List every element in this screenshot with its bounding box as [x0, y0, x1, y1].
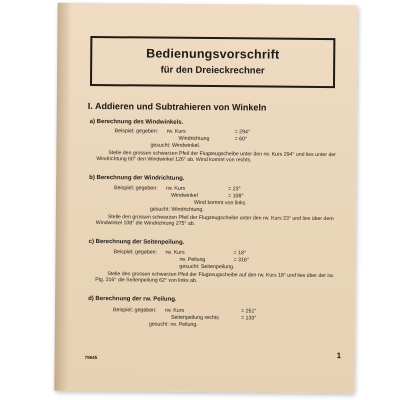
example-label-b: Beispiel; gegeben: [114, 185, 158, 192]
given-name-b1: rw. Kurs [166, 185, 186, 192]
given-value-c2: = 316° [233, 257, 250, 264]
document-title: Bedienungsvorschrift [146, 46, 280, 62]
given-name-c1: rw. Kurs [165, 249, 185, 256]
given-value-a1: = 294° [234, 129, 251, 136]
wind-note-b: Wind kommt von links [193, 199, 246, 207]
given-name-a1: rw. Kurs [166, 128, 186, 135]
title-box [90, 36, 335, 88]
given-name-d1: rw. Kurs [164, 307, 185, 314]
sought-d: gesucht: rw. Peilung. [148, 321, 198, 328]
subsection-heading-a: a) Berechnung des Windwinkels. [89, 118, 184, 126]
given-value-b2: = 108° [227, 193, 244, 200]
given-value-b1: = 23° [228, 186, 241, 193]
sought-b: gesucht: Windrichtung. [149, 206, 204, 213]
document-subtitle: für den Dreieckrechner [160, 64, 265, 77]
instruction-text-c: Stelle den grossen schwarzen Pfeil der Flugzeugscheibe auf den rw. Kurs 18° und lies über der rw. Plg. 316° die Seitenpeilung 62° von links ab. [95, 271, 335, 285]
subsection-heading-b: b) Berechnung der Windrichtung. [89, 174, 185, 182]
subsection-heading-c: c) Berechnung der Seitenpeilung. [88, 238, 185, 246]
given-value-a2: = 60° [234, 136, 248, 143]
section-heading: I. Addieren und Subtrahieren von Winkeln [87, 100, 267, 113]
instruction-text-b: Stelle den grossen schwarzen Pfeil der Flugzeugscheibe unter den rw. Kurs 23° und lies über dem Windwinkel 108° die Windrichtung 275° ab. [95, 214, 334, 228]
given-name-a2: Windrichtung [178, 135, 210, 143]
given-name-b2: Windwinkel [170, 192, 198, 199]
sought-a: gesucht: Windwinkel. [150, 142, 201, 149]
given-name-c2: rw. Peilung [179, 256, 206, 263]
given-name-d2: Seitenpeilung rechts [170, 314, 219, 322]
example-label-a: Beispiel; gegeben: [114, 128, 159, 135]
example-label-c: Beispiel; gegeben: [113, 249, 158, 256]
page-number: 1 [336, 351, 342, 361]
print-code: 79645 [84, 354, 98, 361]
sought-c: gesucht: Seitenpeilung. [179, 263, 235, 271]
example-label-d: Beispiel; gegeben: [112, 307, 157, 314]
page-fold-shadow [54, 3, 71, 391]
given-value-d1: = 251° [240, 308, 257, 315]
subsection-heading-d: d) Berechnung der rw. Peilung. [88, 295, 177, 303]
given-value-d2: = 133° [240, 315, 257, 322]
instruction-booklet-page [54, 3, 357, 394]
instruction-text-a: Stelle den grossen schwarzen Pfeil der Flugzeugscheibe unter den rw. Kurs 294° und lies unter der Windrichtung 60° den Windwinkel 126° ab. Wind kommt von rechts. [96, 150, 336, 164]
given-value-c1: = 18° [233, 250, 247, 257]
